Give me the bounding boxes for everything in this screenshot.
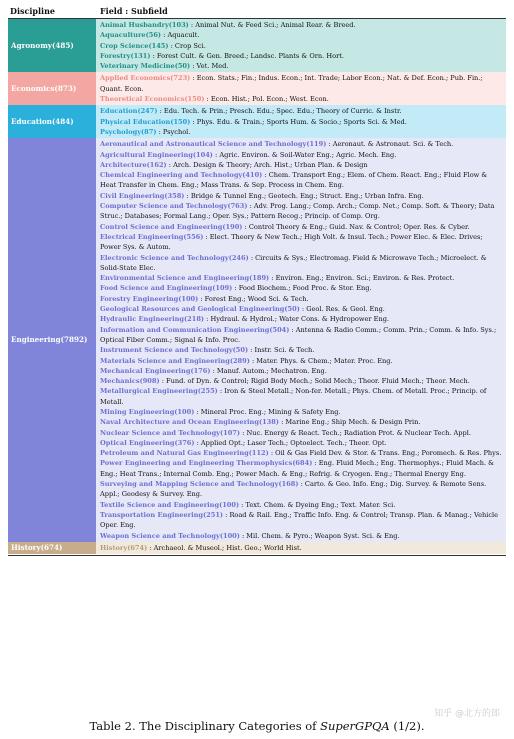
field-name: Electrical Engineering(556) bbox=[100, 232, 204, 241]
field-name: Psychology(87) bbox=[100, 127, 157, 136]
field-entry bbox=[100, 304, 503, 314]
caption-prefix: Table 2. The Disciplinary Categories of bbox=[89, 719, 321, 733]
subfield-list: : Vet. Med. bbox=[190, 62, 229, 71]
watermark: 知乎 @北方的郎 bbox=[434, 709, 500, 719]
discipline-label: Engineering(7892) bbox=[8, 138, 96, 542]
field-entry bbox=[100, 127, 503, 137]
table-body bbox=[8, 19, 506, 554]
subfield-list: : Eng. Fluid Mech.; Eng. Thermophys.; Fluid Mach. & Eng.; Heat Trans.; Internal Comb. Eng.; Power Mach. & Eng.; Refrig. & Cryogen. Eng.; Thermal Energy Eng. bbox=[100, 459, 495, 478]
header-field-subfield: Field : Subfield bbox=[100, 6, 168, 16]
subfield-list: : Forest Cult. & Gen. Breed.; Landsc. Plants & Orn. Hort. bbox=[150, 51, 344, 60]
subfield-list: : Road & Rail. Eng.; Traffic Info. Eng. & Control; Transp. Plan. & Manag.; Vehicle Oper. Eng. bbox=[100, 510, 499, 530]
subfield-list: : Fund. of Dyn. & Control; Rigid Body Mech.; Solid Mech.; Theor. Fluid Mech.; Theor. Mech. bbox=[159, 377, 470, 386]
field-list bbox=[96, 19, 506, 72]
field-name: Instrument Science and Technology(50) bbox=[100, 346, 249, 355]
field-entry bbox=[100, 386, 503, 407]
table-header bbox=[8, 6, 506, 19]
subfield-list: : Bridge & Tunnel Eng.; Geotech. Eng.; Struct. Eng.; Urban Infra. Eng. bbox=[184, 191, 424, 200]
field-name: Transportation Engineering(251) bbox=[100, 510, 224, 519]
field-entry bbox=[100, 283, 503, 293]
field-entry bbox=[100, 510, 503, 531]
field-entry bbox=[100, 20, 503, 30]
field-name: Aquaculture(56) bbox=[100, 31, 162, 40]
field-name: Power Engineering and Engineering Thermophysics(684) bbox=[100, 459, 313, 468]
field-name: Hydraulic Engineering(218) bbox=[100, 315, 205, 324]
field-list bbox=[96, 138, 506, 542]
subfield-list: : Edu. Tech. & Prin.; Presch. Edu.; Spec. Edu.; Theory of Curric. & Instr. bbox=[157, 107, 402, 116]
field-name: Weapon Science and Technology(100) bbox=[100, 531, 240, 540]
subfield-list: : Environ. Eng.; Environ. Sci.; Environ. & Res. Protect. bbox=[269, 274, 455, 283]
field-name: Agricultural Engineering(104) bbox=[100, 150, 213, 159]
field-entry bbox=[100, 294, 503, 304]
field-entry bbox=[100, 417, 503, 427]
discipline-row-eco bbox=[8, 72, 506, 105]
subfield-list: : Aeronaut. & Astronaut. Sci. & Tech. bbox=[326, 140, 454, 149]
subfield-list: : Forest Eng.; Wood Sci. & Tech. bbox=[198, 294, 309, 303]
field-name: Veterinary Medicine(50) bbox=[100, 62, 191, 71]
subfield-list: : Iron & Steel Metall.; Non-fer. Metall.; Phys. Chem. of Metall. Proc.; Princip. of Metall. bbox=[100, 387, 487, 406]
field-name: Environmental Science and Engineering(189) bbox=[100, 274, 270, 283]
field-name: Theoretical Economics(150) bbox=[100, 95, 205, 104]
field-entry bbox=[100, 376, 503, 386]
field-entry bbox=[100, 438, 503, 448]
field-name: Education(247) bbox=[100, 107, 158, 116]
field-name: Computer Science and Technology(763) bbox=[100, 202, 248, 211]
field-entry bbox=[100, 150, 503, 160]
field-entry bbox=[100, 448, 503, 458]
field-name: Materials Science and Engineering(289) bbox=[100, 356, 250, 365]
discipline-row-his bbox=[8, 542, 506, 554]
subfield-list: : Geol. Res. & Geol. Eng. bbox=[299, 305, 385, 314]
field-entry bbox=[100, 325, 503, 346]
field-entry bbox=[100, 51, 503, 61]
field-entry bbox=[100, 160, 503, 170]
subfield-list: : Agric. Environ. & Soil-Water Eng.; Agric. Mech. Eng. bbox=[212, 150, 397, 159]
subfield-list: : Nuc. Energy & React. Tech.; Radiation Prot. & Nuclear Tech. Appl. bbox=[240, 428, 471, 437]
field-name: Petroleum and Natural Gas Engineering(112) bbox=[100, 449, 269, 458]
subfield-list: : Manuf. Autom.; Mechatron. Eng. bbox=[210, 366, 327, 375]
subfield-list: : Hydraul. & Hydrol.; Water Cons. & Hydropower Eng. bbox=[204, 315, 390, 324]
field-entry bbox=[100, 94, 503, 104]
discipline-label: Economics(873) bbox=[8, 72, 96, 105]
field-entry bbox=[100, 500, 503, 510]
table-bottom-rule bbox=[8, 555, 506, 556]
subfield-list: : Elect. Theory & New Tech.; High Volt. & Insul. Tech.; Power Elec. & Elec. Drives; Power Sys. & Autom. bbox=[100, 232, 483, 252]
field-name: Nuclear Science and Technology(107) bbox=[100, 428, 241, 437]
field-name: Surveying and Mapping Science and Technology(168) bbox=[100, 480, 299, 489]
field-entry bbox=[100, 41, 503, 51]
field-entry bbox=[100, 531, 503, 541]
field-entry bbox=[100, 366, 503, 376]
subfield-list: : Oil & Gas Field Dev. & Stor. & Trans. Eng.; Poromech. & Res. Phys. bbox=[268, 449, 502, 458]
field-list bbox=[96, 542, 506, 554]
field-entry bbox=[100, 30, 503, 40]
field-entry bbox=[100, 345, 503, 355]
field-name: Forestry Engineering(100) bbox=[100, 294, 199, 303]
field-name: Mechanics(908) bbox=[100, 377, 160, 386]
field-name: Architecture(162) bbox=[100, 160, 167, 169]
discipline-row-edu bbox=[8, 105, 506, 138]
field-entry bbox=[100, 273, 503, 283]
field-name: History(674) bbox=[100, 543, 148, 552]
discipline-label: Agronomy(485) bbox=[8, 19, 96, 72]
subfield-list: : Psychol. bbox=[156, 127, 191, 136]
field-entry bbox=[100, 356, 503, 366]
field-entry bbox=[100, 139, 503, 149]
field-list bbox=[96, 72, 506, 105]
subfield-list: : Archaeol. & Museol.; Hist. Geo.; World Hist. bbox=[147, 543, 302, 552]
caption-name: SuperGPQA bbox=[320, 719, 390, 733]
discipline-row-agro bbox=[8, 19, 506, 72]
field-name: Applied Economics(723) bbox=[100, 74, 191, 83]
field-entry bbox=[100, 543, 503, 553]
subfield-list: : Crop Sci. bbox=[168, 41, 206, 50]
field-entry bbox=[100, 201, 503, 222]
field-name: Information and Communication Engineering(504) bbox=[100, 325, 290, 334]
subfield-list: : Instr. Sci. & Tech. bbox=[248, 346, 315, 355]
subfield-list: : Antenna & Radio Comm.; Comm. Prin.; Comm. & Info. Sys.; Optical Fiber Comm.; Signal & Info. Proc. bbox=[100, 325, 497, 344]
field-entry bbox=[100, 61, 503, 71]
subfield-list: : Chem. Transport Eng.; Elem. of Chem. React. Eng.; Fluid Flow & Heat Transfer in Chem. Eng.; Mass Trans. & Sep. Process in Chem. Eng. bbox=[100, 171, 488, 190]
field-name: Aeronautical and Astronautical Science and Technology(119) bbox=[100, 140, 327, 149]
subfield-list: : Mineral Proc. Eng.; Mining & Safety Eng. bbox=[194, 407, 341, 416]
field-name: Food Science and Engineering(109) bbox=[100, 284, 233, 293]
field-name: Civil Engineering(358) bbox=[100, 191, 185, 200]
field-entry bbox=[100, 428, 503, 438]
table-caption bbox=[0, 719, 514, 733]
subfield-list: : Econ. Hist.; Pol. Econ.; West. Econ. bbox=[204, 95, 329, 104]
subfield-list: : Mil. Chem. & Pyro.; Weapon Syst. Sci. & Eng. bbox=[239, 531, 400, 540]
field-entry bbox=[100, 407, 503, 417]
field-name: Textile Science and Engineering(100) bbox=[100, 500, 240, 509]
subfield-list: : Mater. Phys. & Chem.; Mater. Proc. Eng. bbox=[249, 356, 393, 365]
subfield-list: : Adv. Prog. Lang.; Comp. Arch.; Comp. Net.; Comp. Soft. & Theory; Data Struc.; Databases; Formal Lang.; Oper. Sys.; Pattern Recog.; Princip. of Comp. Org. bbox=[100, 202, 495, 221]
field-name: Metallurgical Engineering(255) bbox=[100, 387, 218, 396]
field-name: Mining Engineering(100) bbox=[100, 407, 195, 416]
field-entry bbox=[100, 106, 503, 116]
field-entry bbox=[100, 458, 503, 479]
header-discipline: Discipline bbox=[10, 6, 55, 16]
field-name: Electronic Science and Technology(246) bbox=[100, 253, 249, 262]
field-entry bbox=[100, 232, 503, 253]
subfield-list: : Text. Chem. & Dyeing Eng.; Text. Mater. Sci. bbox=[239, 500, 396, 509]
field-entry bbox=[100, 191, 503, 201]
subfield-list: : Animal Nut. & Feed Sci.; Animal Rear. & Breed. bbox=[188, 21, 356, 29]
subfield-list: : Control Theory & Eng.; Guid. Nav. & Control; Oper. Res. & Cyber. bbox=[242, 222, 470, 231]
field-name: Chemical Engineering and Technology(410) bbox=[100, 171, 263, 180]
field-name: Physical Education(150) bbox=[100, 117, 191, 126]
field-name: Mechanical Engineering(176) bbox=[100, 366, 211, 375]
field-entry bbox=[100, 117, 503, 127]
subfield-list: : Marine Eng.; Ship Mech. & Design Prin. bbox=[278, 418, 421, 427]
field-name: Control Science and Engineering(190) bbox=[100, 222, 243, 231]
field-entry bbox=[100, 170, 503, 191]
subfield-list: : Phys. Edu. & Train.; Sports Hum. & Socio.; Sports Sci. & Med. bbox=[190, 117, 407, 126]
field-entry bbox=[100, 222, 503, 232]
field-entry bbox=[100, 253, 503, 274]
field-entry bbox=[100, 479, 503, 500]
discipline-row-eng bbox=[8, 138, 506, 542]
discipline-label: Education(484) bbox=[8, 105, 96, 138]
field-name: Animal Husbandry(103) bbox=[100, 21, 189, 29]
caption-suffix: (1/2). bbox=[389, 719, 425, 733]
field-name: Forestry(131) bbox=[100, 51, 151, 60]
field-name: Crop Science(145) bbox=[100, 41, 169, 50]
field-name: Geological Resources and Geological Engineering(50) bbox=[100, 305, 300, 314]
field-name: Optical Engineering(376) bbox=[100, 438, 195, 447]
discipline-table bbox=[8, 6, 506, 556]
field-list bbox=[96, 105, 506, 138]
subfield-list: : Applied Opt.; Laser Tech.; Optoelect. Tech.; Theor. Opt. bbox=[194, 438, 387, 447]
discipline-label: History(674) bbox=[8, 542, 96, 554]
field-entry bbox=[100, 314, 503, 324]
field-entry bbox=[100, 73, 503, 94]
subfield-list: : Aquacult. bbox=[161, 31, 200, 40]
subfield-list: : Circuits & Sys.; Electromag. Field & Microwave Tech.; Microelect. & Solid-State Elec. bbox=[100, 253, 487, 272]
subfield-list: : Econ. Stats.; Fin.; Indus. Econ.; Int. Trade; Labor Econ.; Nat. & Def. Econ.; Pub. Fin.; Quant. Econ. bbox=[100, 74, 483, 93]
field-name: Naval Architecture and Ocean Engineering(138) bbox=[100, 418, 279, 427]
subfield-list: : Food Biochem.; Food Proc. & Stor. Eng. bbox=[232, 284, 372, 293]
subfield-list: : Arch. Design & Theory; Arch. Hist.; Urban Plan. & Design bbox=[166, 160, 368, 169]
subfield-list: : Carto. & Geo. Info. Eng.; Dig. Survey. & Remote Sens. Appl.; Geodesy & Survey. Eng. bbox=[100, 480, 487, 499]
